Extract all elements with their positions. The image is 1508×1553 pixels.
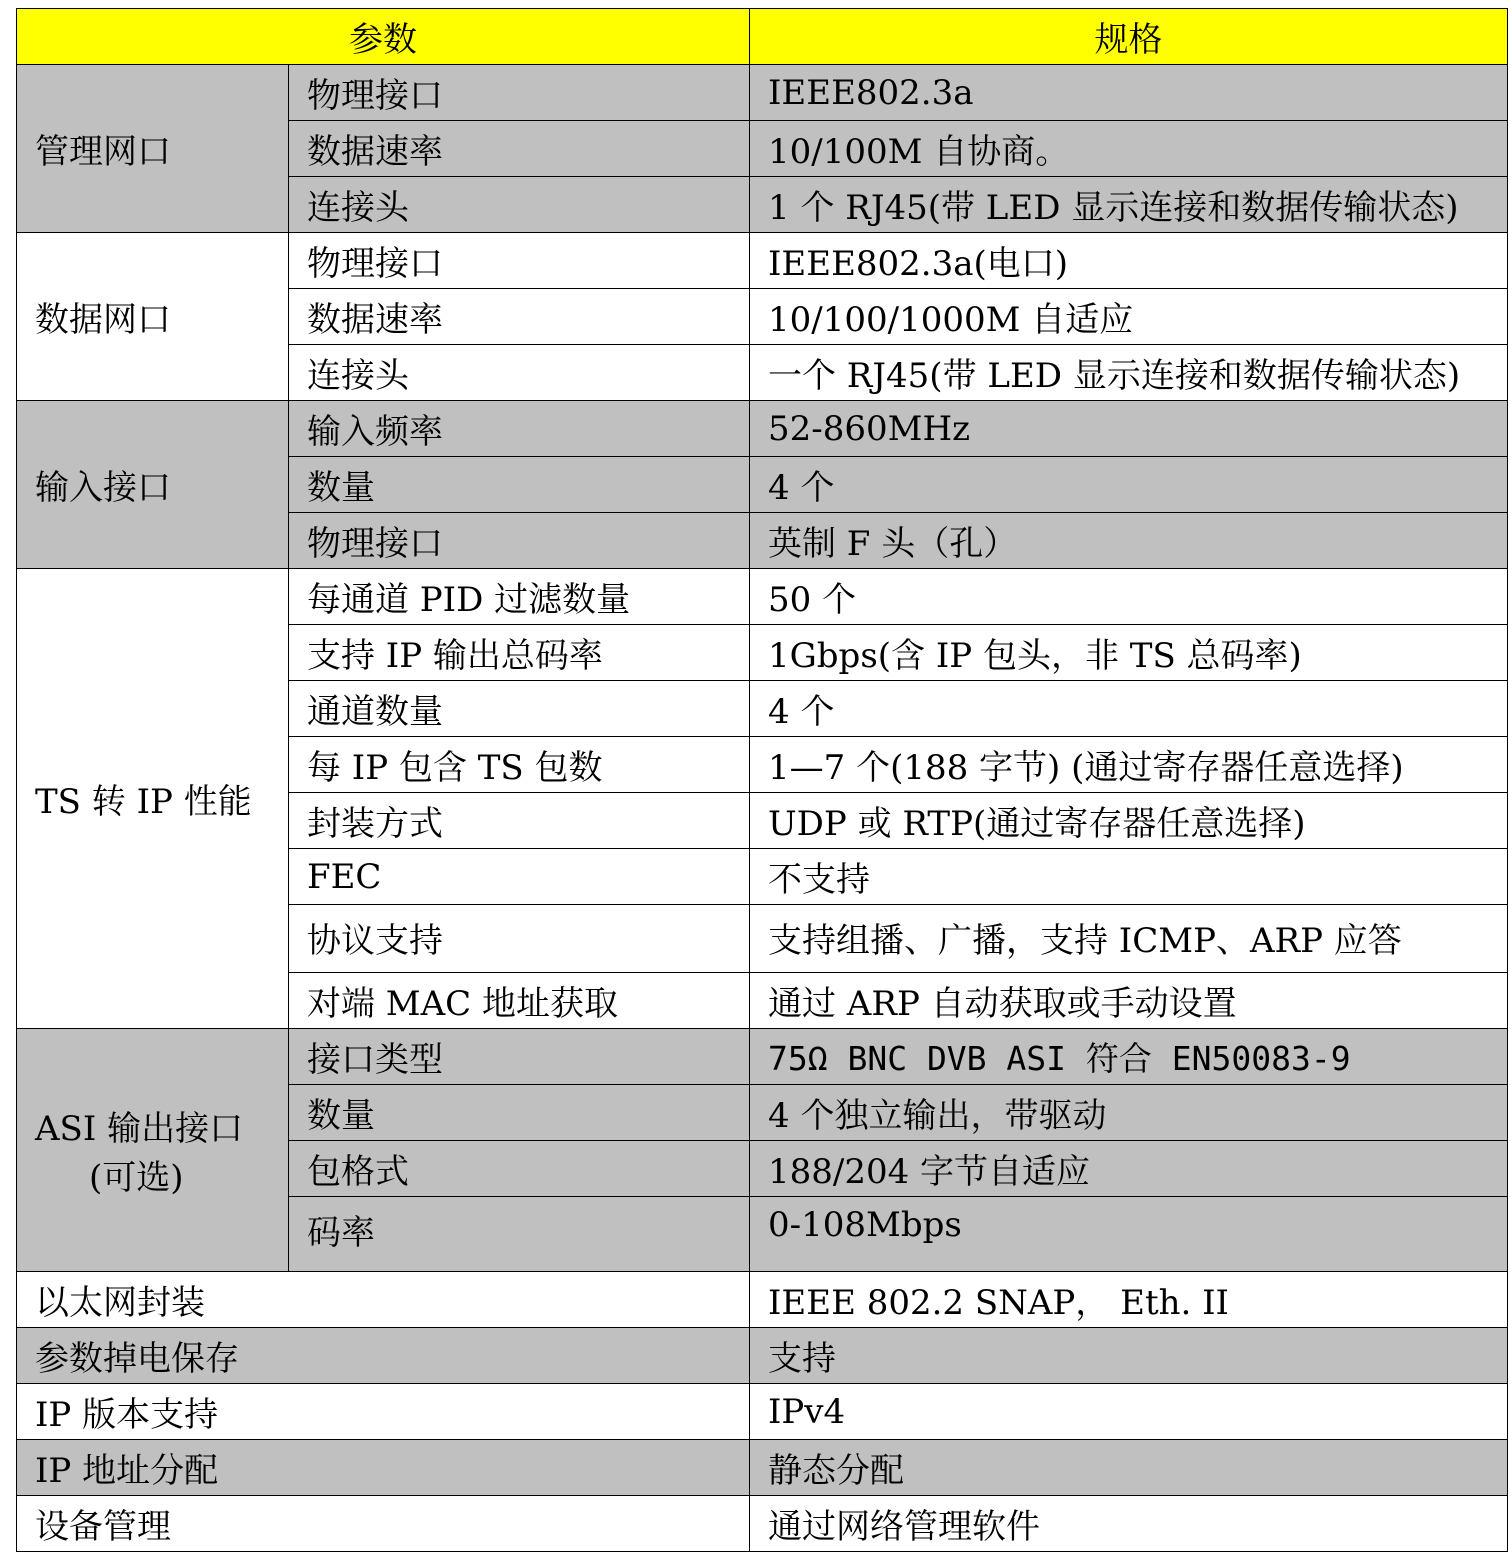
param-name: 码率 [289,1197,750,1272]
param-name: 连接头 [289,177,750,233]
param-name: 数量 [289,1085,750,1141]
param-value: 4 个 [750,457,1508,513]
table-row [17,1496,1508,1552]
param-value: 4 个独立输出，带驱动 [750,1085,1508,1141]
param-value: 通过网络管理软件 [750,1496,1508,1552]
param-value: 1—7 个(188 字节) (通过寄存器任意选择) [750,737,1508,793]
param-value: 188/204 字节自适应 [750,1141,1508,1197]
param-name: 协议支持 [289,905,750,973]
param-value: 50 个 [750,569,1508,625]
param-name: 每通道 PID 过滤数量 [289,569,750,625]
header-row [17,9,1508,65]
param-value: 支持组播、广播，支持 ICMP、ARP 应答 [750,905,1508,973]
param-name: 物理接口 [289,513,750,569]
param-name: 接口类型 [289,1029,750,1085]
param-name: 对端 MAC 地址获取 [289,973,750,1029]
param-name: 支持 IP 输出总码率 [289,625,750,681]
table-row [17,65,1508,121]
param-value: 52-860MHz [750,401,1508,457]
param-name: 连接头 [289,345,750,401]
table-row [17,1272,1508,1328]
table-row [17,401,1508,457]
param-value: UDP 或 RTP(通过寄存器任意选择) [750,793,1508,849]
category-mgmt: 管理网口 [17,65,289,233]
param-value: 4 个 [750,681,1508,737]
param-name: 物理接口 [289,65,750,121]
param-value: IPv4 [750,1384,1508,1440]
param-value: 1Gbps(含 IP 包头，非 TS 总码率) [750,625,1508,681]
param-value: 静态分配 [750,1440,1508,1496]
param-name: FEC [289,849,750,905]
table-row [17,1029,1508,1085]
param-name: IP 地址分配 [17,1440,750,1496]
param-value: 10/100/1000M 自适应 [750,289,1508,345]
param-value: 支持 [750,1328,1508,1384]
category-data-port: 数据网口 [17,233,289,401]
category-ts: TS 转 IP 性能 [17,569,289,1029]
table-row [17,1440,1508,1496]
header-spec: 规格 [750,9,1508,65]
category-input: 输入接口 [17,401,289,569]
param-name: 封装方式 [289,793,750,849]
category-asi-line2: (可选) [89,1158,184,1198]
param-name: 数量 [289,457,750,513]
param-name: 参数掉电保存 [17,1328,750,1384]
param-name: 设备管理 [17,1496,750,1552]
table-row [17,1328,1508,1384]
category-asi-line1: ASI 输出接口 [35,1109,244,1149]
param-value: 0-108Mbps [750,1197,1508,1272]
param-value: 英制 F 头（孔） [750,513,1508,569]
param-name: 以太网封装 [17,1272,750,1328]
param-name: IP 版本支持 [17,1384,750,1440]
param-name: 数据速率 [289,289,750,345]
param-name: 每 IP 包含 TS 包数 [289,737,750,793]
param-value: 一个 RJ45(带 LED 显示连接和数据传输状态) [750,345,1508,401]
param-name: 物理接口 [289,233,750,289]
param-value: 不支持 [750,849,1508,905]
param-value: 通过 ARP 自动获取或手动设置 [750,973,1508,1029]
param-value: IEEE 802.2 SNAP， Eth. II [750,1272,1508,1328]
param-name: 包格式 [289,1141,750,1197]
table-row [17,569,1508,625]
param-value: 75Ω BNC DVB ASI 符合 EN50083-9 [750,1029,1508,1085]
param-name: 通道数量 [289,681,750,737]
header-param: 参数 [17,9,750,65]
param-name: 输入频率 [289,401,750,457]
spec-table [16,8,1508,1552]
param-value: 10/100M 自协商。 [750,121,1508,177]
param-value: IEEE802.3a [750,65,1508,121]
category-asi [17,1029,289,1272]
param-value: 1 个 RJ45(带 LED 显示连接和数据传输状态) [750,177,1508,233]
table-row [17,1384,1508,1440]
param-name: 数据速率 [289,121,750,177]
table-row [17,233,1508,289]
param-value: IEEE802.3a(电口) [750,233,1508,289]
